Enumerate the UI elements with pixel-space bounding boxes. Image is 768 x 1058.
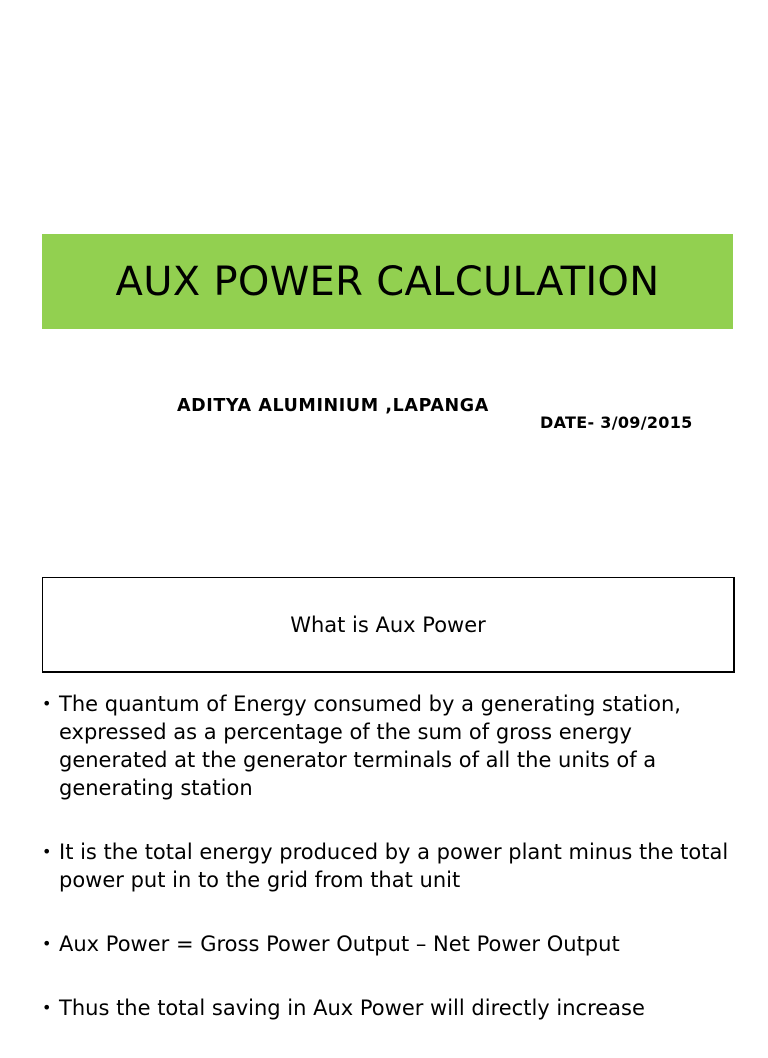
bullet-item [42,930,742,958]
bullet-text: Aux Power = Gross Power Output – Net Power Output [59,932,620,956]
section-heading: What is Aux Power [290,612,486,637]
bullet-item [42,690,742,802]
bullet-text: Thus the total saving in Aux Power will directly increase [59,996,645,1020]
presentation-date: DATE- 3/09/2015 [540,413,693,432]
bullet-item [42,838,742,894]
bullet-icon: • [42,694,52,713]
bullet-icon: • [42,842,52,861]
bullet-text: The quantum of Energy consumed by a generating station, expressed as a percentage of the sum of gross energy generated at the generator terminals of all the units of a generating station [59,692,681,800]
bullet-icon: • [42,934,52,953]
bullet-icon: • [42,998,52,1017]
bullet-item [42,994,742,1022]
slide-title: AUX POWER CALCULATION [115,258,660,305]
title-banner [42,234,733,329]
bullet-list [42,690,742,1058]
bullet-text: It is the total energy produced by a power plant minus the total power put in to the grid from that unit [59,840,729,892]
company-name: ADITYA ALUMINIUM ,LAPANGA [177,396,489,416]
section-heading-box [42,577,735,673]
